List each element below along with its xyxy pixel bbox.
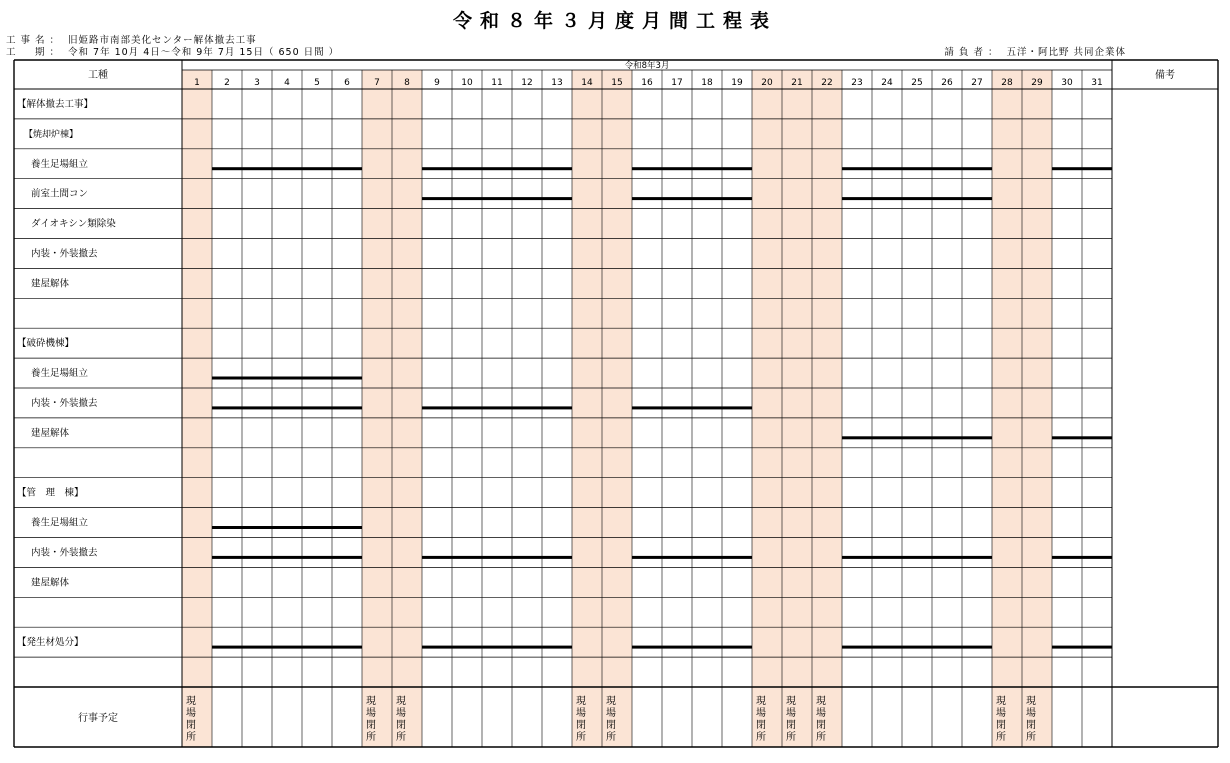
event-closed-char: 所 <box>186 732 196 743</box>
schedule-bar <box>842 646 992 649</box>
event-closed-char: 閉 <box>606 720 616 731</box>
task-label: 前室土間コン <box>31 188 89 200</box>
event-closed-char: 閉 <box>756 720 766 731</box>
task-label: 建屋解体 <box>31 278 70 290</box>
events-label: 行事予定 <box>78 713 118 724</box>
task-label: 建屋解体 <box>31 577 70 589</box>
closed-day-shade <box>572 70 602 747</box>
schedule-bar <box>632 167 752 170</box>
task-label: 【破砕機棟】 <box>17 338 75 350</box>
event-closed-char: 所 <box>606 732 616 743</box>
closed-day-shade <box>362 70 392 747</box>
task-label: 【解体撤去工事】 <box>17 99 94 110</box>
schedule-bar <box>1052 556 1112 559</box>
day-number: 21 <box>791 78 803 88</box>
schedule-bar <box>422 167 572 170</box>
event-closed-char: 所 <box>1026 732 1036 743</box>
schedule-bar <box>1052 167 1112 170</box>
task-label: 【焼却炉棟】 <box>24 129 79 140</box>
schedule-bar <box>212 406 362 409</box>
day-number: 28 <box>1001 78 1013 88</box>
project-name-label: 工 事 名 ： <box>6 35 61 46</box>
event-closed-char: 現 <box>576 696 586 707</box>
day-number: 11 <box>491 78 503 88</box>
task-label: 内装・外装撤去 <box>31 398 98 409</box>
closed-day-shade <box>752 70 782 747</box>
event-closed-char: 現 <box>366 696 376 707</box>
event-closed-char: 場 <box>606 708 616 719</box>
project-period: 令和 7年 10月 4日～令和 9年 7月 15日（ 650 日間 ） <box>68 47 340 58</box>
event-closed-char: 場 <box>756 708 766 719</box>
event-closed-char: 現 <box>396 696 406 707</box>
task-label: 養生足場組立 <box>31 368 89 380</box>
day-number: 19 <box>731 78 743 88</box>
day-number: 14 <box>581 78 593 88</box>
schedule-bar <box>632 406 752 409</box>
event-closed-char: 現 <box>186 696 196 707</box>
day-number: 22 <box>821 78 833 88</box>
day-number: 30 <box>1061 78 1073 88</box>
event-closed-char: 現 <box>756 696 766 707</box>
day-number: 17 <box>671 78 683 88</box>
day-number: 26 <box>941 78 953 88</box>
closed-day-shade <box>1022 70 1052 747</box>
event-closed-char: 所 <box>576 732 586 743</box>
day-number: 10 <box>461 78 473 88</box>
task-label: 養生足場組立 <box>31 517 89 529</box>
schedule-bar <box>1052 436 1112 439</box>
contractor-name: 五洋・阿比野 共同企業体 <box>1006 47 1126 58</box>
event-closed-char: 現 <box>996 696 1006 707</box>
event-closed-char: 閉 <box>1026 720 1036 731</box>
day-number: 12 <box>521 78 533 88</box>
day-number: 29 <box>1031 78 1043 88</box>
task-label: 養生足場組立 <box>31 158 89 170</box>
schedule-bar <box>632 197 752 200</box>
event-closed-char: 場 <box>786 708 796 719</box>
task-label: 【管 理 棟】 <box>17 487 84 499</box>
schedule-bar <box>632 556 752 559</box>
event-closed-char: 現 <box>786 696 796 707</box>
schedule-bar <box>1052 646 1112 649</box>
day-number: 18 <box>701 78 713 88</box>
day-number: 2 <box>224 78 230 88</box>
event-closed-char: 現 <box>816 696 826 707</box>
header-notes-label: 備考 <box>1155 70 1175 81</box>
schedule-bar <box>212 556 362 559</box>
schedule-bar <box>842 167 992 170</box>
day-number: 5 <box>314 78 320 88</box>
day-number: 23 <box>851 78 863 88</box>
day-number: 6 <box>344 78 350 88</box>
header-task-label: 工種 <box>88 70 108 81</box>
day-number: 3 <box>254 78 260 88</box>
project-period-label: 工 期 ： <box>6 47 61 58</box>
day-number: 7 <box>374 78 380 88</box>
schedule-bar <box>422 406 572 409</box>
schedule-bar <box>842 436 992 439</box>
day-number: 25 <box>911 78 923 88</box>
event-closed-char: 所 <box>366 732 376 743</box>
task-label: 建屋解体 <box>31 427 70 439</box>
task-label: 【発生材処分】 <box>17 637 84 649</box>
schedule-bar <box>422 646 572 649</box>
schedule-bar <box>842 556 992 559</box>
closed-day-shade <box>392 70 422 747</box>
task-label: 内装・外装撤去 <box>31 547 98 559</box>
event-closed-char: 所 <box>996 732 1006 743</box>
closed-day-shade <box>782 70 812 747</box>
event-closed-char: 現 <box>606 696 616 707</box>
closed-day-shade <box>602 70 632 747</box>
schedule-bar <box>212 526 362 529</box>
closed-day-shade <box>812 70 842 747</box>
event-closed-char: 場 <box>816 708 826 719</box>
day-number: 27 <box>971 78 983 88</box>
day-number: 15 <box>611 78 623 88</box>
day-number: 1 <box>194 78 200 88</box>
event-closed-char: 所 <box>756 732 766 743</box>
schedule-bar <box>842 197 992 200</box>
closed-day-shade <box>992 70 1022 747</box>
event-closed-char: 場 <box>996 708 1006 719</box>
event-closed-char: 所 <box>396 732 406 743</box>
schedule-bar <box>212 377 362 380</box>
event-closed-char: 場 <box>186 708 196 719</box>
event-closed-char: 閉 <box>786 720 796 731</box>
event-closed-char: 閉 <box>816 720 826 731</box>
event-closed-char: 場 <box>1026 708 1036 719</box>
schedule-bar <box>422 556 572 559</box>
event-closed-char: 場 <box>576 708 586 719</box>
closed-day-shade <box>182 70 212 747</box>
page-title: 令和８年３月度月間工程表 <box>452 10 777 32</box>
day-number: 13 <box>551 78 563 88</box>
event-closed-char: 閉 <box>186 720 196 731</box>
event-closed-char: 所 <box>786 732 796 743</box>
event-closed-char: 場 <box>396 708 406 719</box>
event-closed-char: 閉 <box>366 720 376 731</box>
schedule-bar <box>212 167 362 170</box>
header-month-label: 令和8年3月 <box>624 61 670 71</box>
day-number: 9 <box>434 78 440 88</box>
event-closed-char: 現 <box>1026 696 1036 707</box>
day-number: 20 <box>761 78 773 88</box>
day-number: 31 <box>1091 78 1103 88</box>
project-name: 旧姫路市南部美化センター解体撤去工事 <box>68 35 257 46</box>
schedule-bar <box>632 646 752 649</box>
day-number: 24 <box>881 78 893 88</box>
day-number: 4 <box>284 78 290 88</box>
day-number: 16 <box>641 78 653 88</box>
event-closed-char: 閉 <box>396 720 406 731</box>
task-label: 内装・外装撤去 <box>31 248 98 260</box>
schedule-bar <box>212 646 362 649</box>
schedule-bar <box>422 197 572 200</box>
contractor-label: 請 負 者 ： <box>944 47 999 58</box>
event-closed-char: 場 <box>366 708 376 719</box>
day-number: 8 <box>404 78 410 88</box>
event-closed-char: 閉 <box>996 720 1006 731</box>
event-closed-char: 所 <box>816 732 826 743</box>
event-closed-char: 閉 <box>576 720 586 731</box>
task-label: ダイオキシン類除染 <box>31 218 116 230</box>
